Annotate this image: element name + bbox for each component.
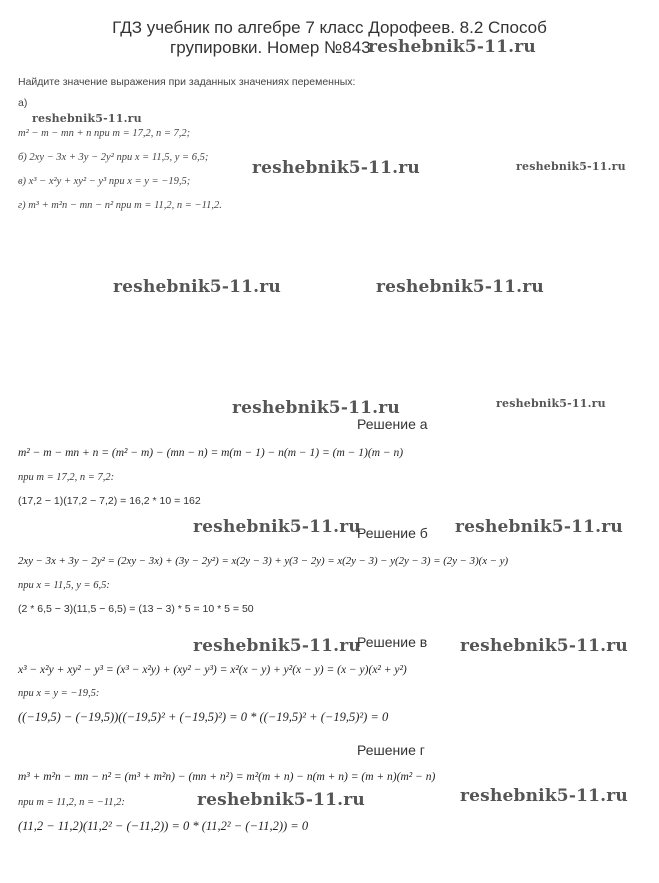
solution-c-heading: Решение в (357, 634, 428, 650)
solution-b-given: при x = 11,5, y = 6,5: (18, 580, 110, 591)
solution-a-expression: m² − m − mn + n = (m² − m) − (mn − n) = m(m − 1) − n(m − 1) = (m − 1)(m − n) (18, 447, 404, 459)
watermark: reshebnik5-11.ru (460, 786, 628, 806)
watermark: reshebnik5-11.ru (232, 398, 400, 418)
title-line-1: ГДЗ учебник по алгебре 7 класс Дорофеев. 8.2 Способ (112, 18, 547, 37)
page-subtitle (170, 38, 371, 58)
watermark: reshebnik5-11.ru (455, 517, 623, 537)
watermark: reshebnik5-11.ru (460, 636, 628, 656)
solution-d-heading: Решение г (357, 742, 425, 758)
watermark: reshebnik5-11.ru (113, 277, 281, 297)
task-d: г) m³ + m²n − mn − n² при m = 11,2, n = −11,2. (18, 200, 222, 211)
solution-a-given: при m = 17,2, n = 7,2: (18, 472, 115, 483)
title-line-2: групировки. Номер №843 (170, 38, 371, 57)
solution-c-expression: x³ − x²y + xy² − y³ = (x³ − x²y) + (xy² − y³) = x²(x − y) + y²(x − y) = (x − y)(x² + y²) (18, 664, 407, 676)
solution-d-calc: (11,2 − 11,2)(11,2² − (−11,2)) = 0 * (11,2² − (−11,2)) = 0 (18, 819, 309, 833)
solution-b-calc: (2 * 6,5 − 3)(11,5 − 6,5) = (13 − 3) * 5 = 10 * 5 = 50 (18, 603, 254, 615)
task-a-label: а) (18, 97, 28, 109)
watermark: reshebnik5-11.ru (496, 397, 606, 410)
solution-b-heading: Решение б (357, 525, 428, 541)
task-c: в) x³ − x²y + xy² − y³ при x = y = −19,5; (18, 176, 191, 187)
solution-d-expression: m³ + m²n − mn − n² = (m³ + m²n) − (mn + n²) = m²(m + n) − n(m + n) = (m + n)(m² − n) (18, 771, 436, 783)
watermark: reshebnik5-11.ru (516, 160, 626, 173)
watermark: reshebnik5-11.ru (32, 112, 142, 125)
watermark: reshebnik5-11.ru (376, 277, 544, 297)
solution-a-calc: (17,2 − 1)(17,2 − 7,2) = 16,2 * 10 = 162 (18, 495, 201, 507)
solution-b-expression: 2xy − 3x + 3y − 2y² = (2xy − 3x) + (3y − 2y²) = x(2y − 3) + y(3 − 2y) = x(2y − 3) − y(2y − 3) = (2y − 3)(x − y) (18, 555, 509, 567)
task-a: m² − m − mn + n при m = 17,2, n = 7,2; (18, 128, 191, 139)
solution-c-calc: ((−19,5) − (−19,5))((−19,5)² + (−19,5)²) = 0 * ((−19,5)² + (−19,5)²) = 0 (18, 710, 389, 724)
solution-c-given: при x = y = −19,5: (18, 688, 100, 699)
solution-d-given: при m = 11,2, n = −11,2: (18, 797, 125, 808)
watermark: reshebnik5-11.ru (193, 517, 361, 537)
watermark: reshebnik5-11.ru (368, 37, 536, 57)
task-b: б) 2xy − 3x + 3y − 2y² при x = 11,5, y = 6,5; (18, 152, 209, 163)
watermark: reshebnik5-11.ru (252, 158, 420, 178)
watermark: reshebnik5-11.ru (193, 636, 361, 656)
page-title (0, 18, 659, 38)
task-intro: Найдите значение выражения при заданных значениях переменных: (18, 76, 356, 88)
watermark: reshebnik5-11.ru (197, 790, 365, 810)
solution-a-heading: Решение а (357, 416, 428, 432)
